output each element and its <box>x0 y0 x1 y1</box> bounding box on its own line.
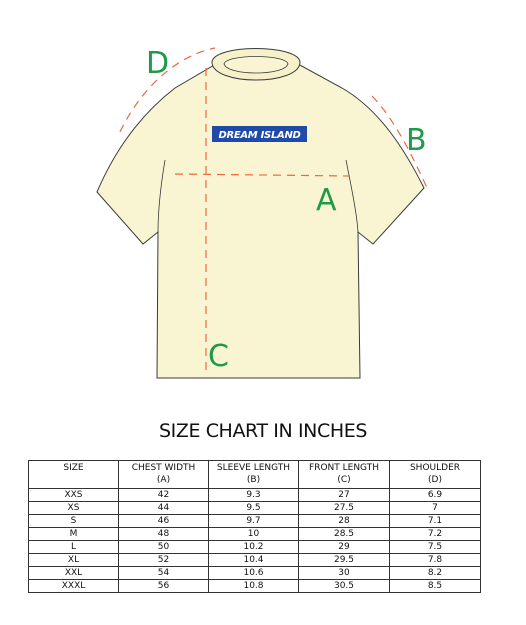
header-size <box>29 461 119 489</box>
header-front-length <box>299 461 390 489</box>
tshirt-collar-inner <box>224 57 288 74</box>
header-label: FRONT LENGTH <box>309 463 379 473</box>
header-label: SIZE <box>63 463 84 473</box>
cell-shoulder: 8.2 <box>390 567 481 580</box>
table-row <box>29 502 481 515</box>
cell-sleeve: 10.2 <box>209 541 299 554</box>
label-a: A <box>316 183 337 218</box>
header-code: (C) <box>337 475 351 485</box>
label-d: D <box>146 46 170 81</box>
cell-size: XXS <box>29 489 119 502</box>
cell-sleeve: 9.5 <box>209 502 299 515</box>
cell-sleeve: 9.7 <box>209 515 299 528</box>
cell-shoulder: 6.9 <box>390 489 481 502</box>
cell-size: S <box>29 515 119 528</box>
cell-front: 27.5 <box>299 502 390 515</box>
cell-shoulder: 7 <box>390 502 481 515</box>
header-code: (B) <box>246 475 261 485</box>
header-code: (A) <box>156 475 171 485</box>
cell-front: 30.5 <box>299 580 390 593</box>
cell-front: 29.5 <box>299 554 390 567</box>
label-c: C <box>208 339 229 374</box>
cell-size: M <box>29 528 119 541</box>
cell-shoulder: 7.1 <box>390 515 481 528</box>
cell-sleeve: 10 <box>209 528 299 541</box>
cell-front: 30 <box>299 567 390 580</box>
header-label: SHOULDER <box>409 463 461 473</box>
cell-shoulder: 7.8 <box>390 554 481 567</box>
cell-front: 27 <box>299 489 390 502</box>
table-header-row <box>29 461 481 489</box>
cell-size: L <box>29 541 119 554</box>
cell-shoulder: 8.5 <box>390 580 481 593</box>
cell-chest: 54 <box>119 567 209 580</box>
header-sleeve-length <box>209 461 299 489</box>
cell-sleeve: 10.6 <box>209 567 299 580</box>
cell-chest: 50 <box>119 541 209 554</box>
header-chest-width <box>119 461 209 489</box>
cell-front: 28 <box>299 515 390 528</box>
cell-front: 28.5 <box>299 528 390 541</box>
label-b: B <box>406 123 427 158</box>
table-row <box>29 541 481 554</box>
cell-shoulder: 7.2 <box>390 528 481 541</box>
cell-shoulder: 7.5 <box>390 541 481 554</box>
cell-chest: 44 <box>119 502 209 515</box>
table-row <box>29 515 481 528</box>
cell-chest: 52 <box>119 554 209 567</box>
table-row <box>29 528 481 541</box>
cell-chest: 56 <box>119 580 209 593</box>
cell-size: XXL <box>29 567 119 580</box>
cell-sleeve: 10.4 <box>209 554 299 567</box>
header-label: SLEEVE LENGTH <box>216 463 291 473</box>
cell-chest: 42 <box>119 489 209 502</box>
cell-chest: 46 <box>119 515 209 528</box>
cell-size: XL <box>29 554 119 567</box>
brand-text: DREAM ISLAND <box>218 130 301 141</box>
table-row <box>29 567 481 580</box>
table-row <box>29 580 481 593</box>
tshirt-body <box>97 64 424 378</box>
cell-sleeve: 9.3 <box>209 489 299 502</box>
size-chart-table <box>28 460 481 593</box>
cell-sleeve: 10.8 <box>209 580 299 593</box>
table-row <box>29 489 481 502</box>
header-shoulder <box>390 461 481 489</box>
header-label: CHEST WIDTH <box>131 463 196 473</box>
header-code: (D) <box>428 475 442 485</box>
cell-size: XXXL <box>29 580 119 593</box>
table-row <box>29 554 481 567</box>
size-chart-title: SIZE CHART IN INCHES <box>158 420 368 442</box>
cell-size: XS <box>29 502 119 515</box>
cell-chest: 48 <box>119 528 209 541</box>
cell-front: 29 <box>299 541 390 554</box>
